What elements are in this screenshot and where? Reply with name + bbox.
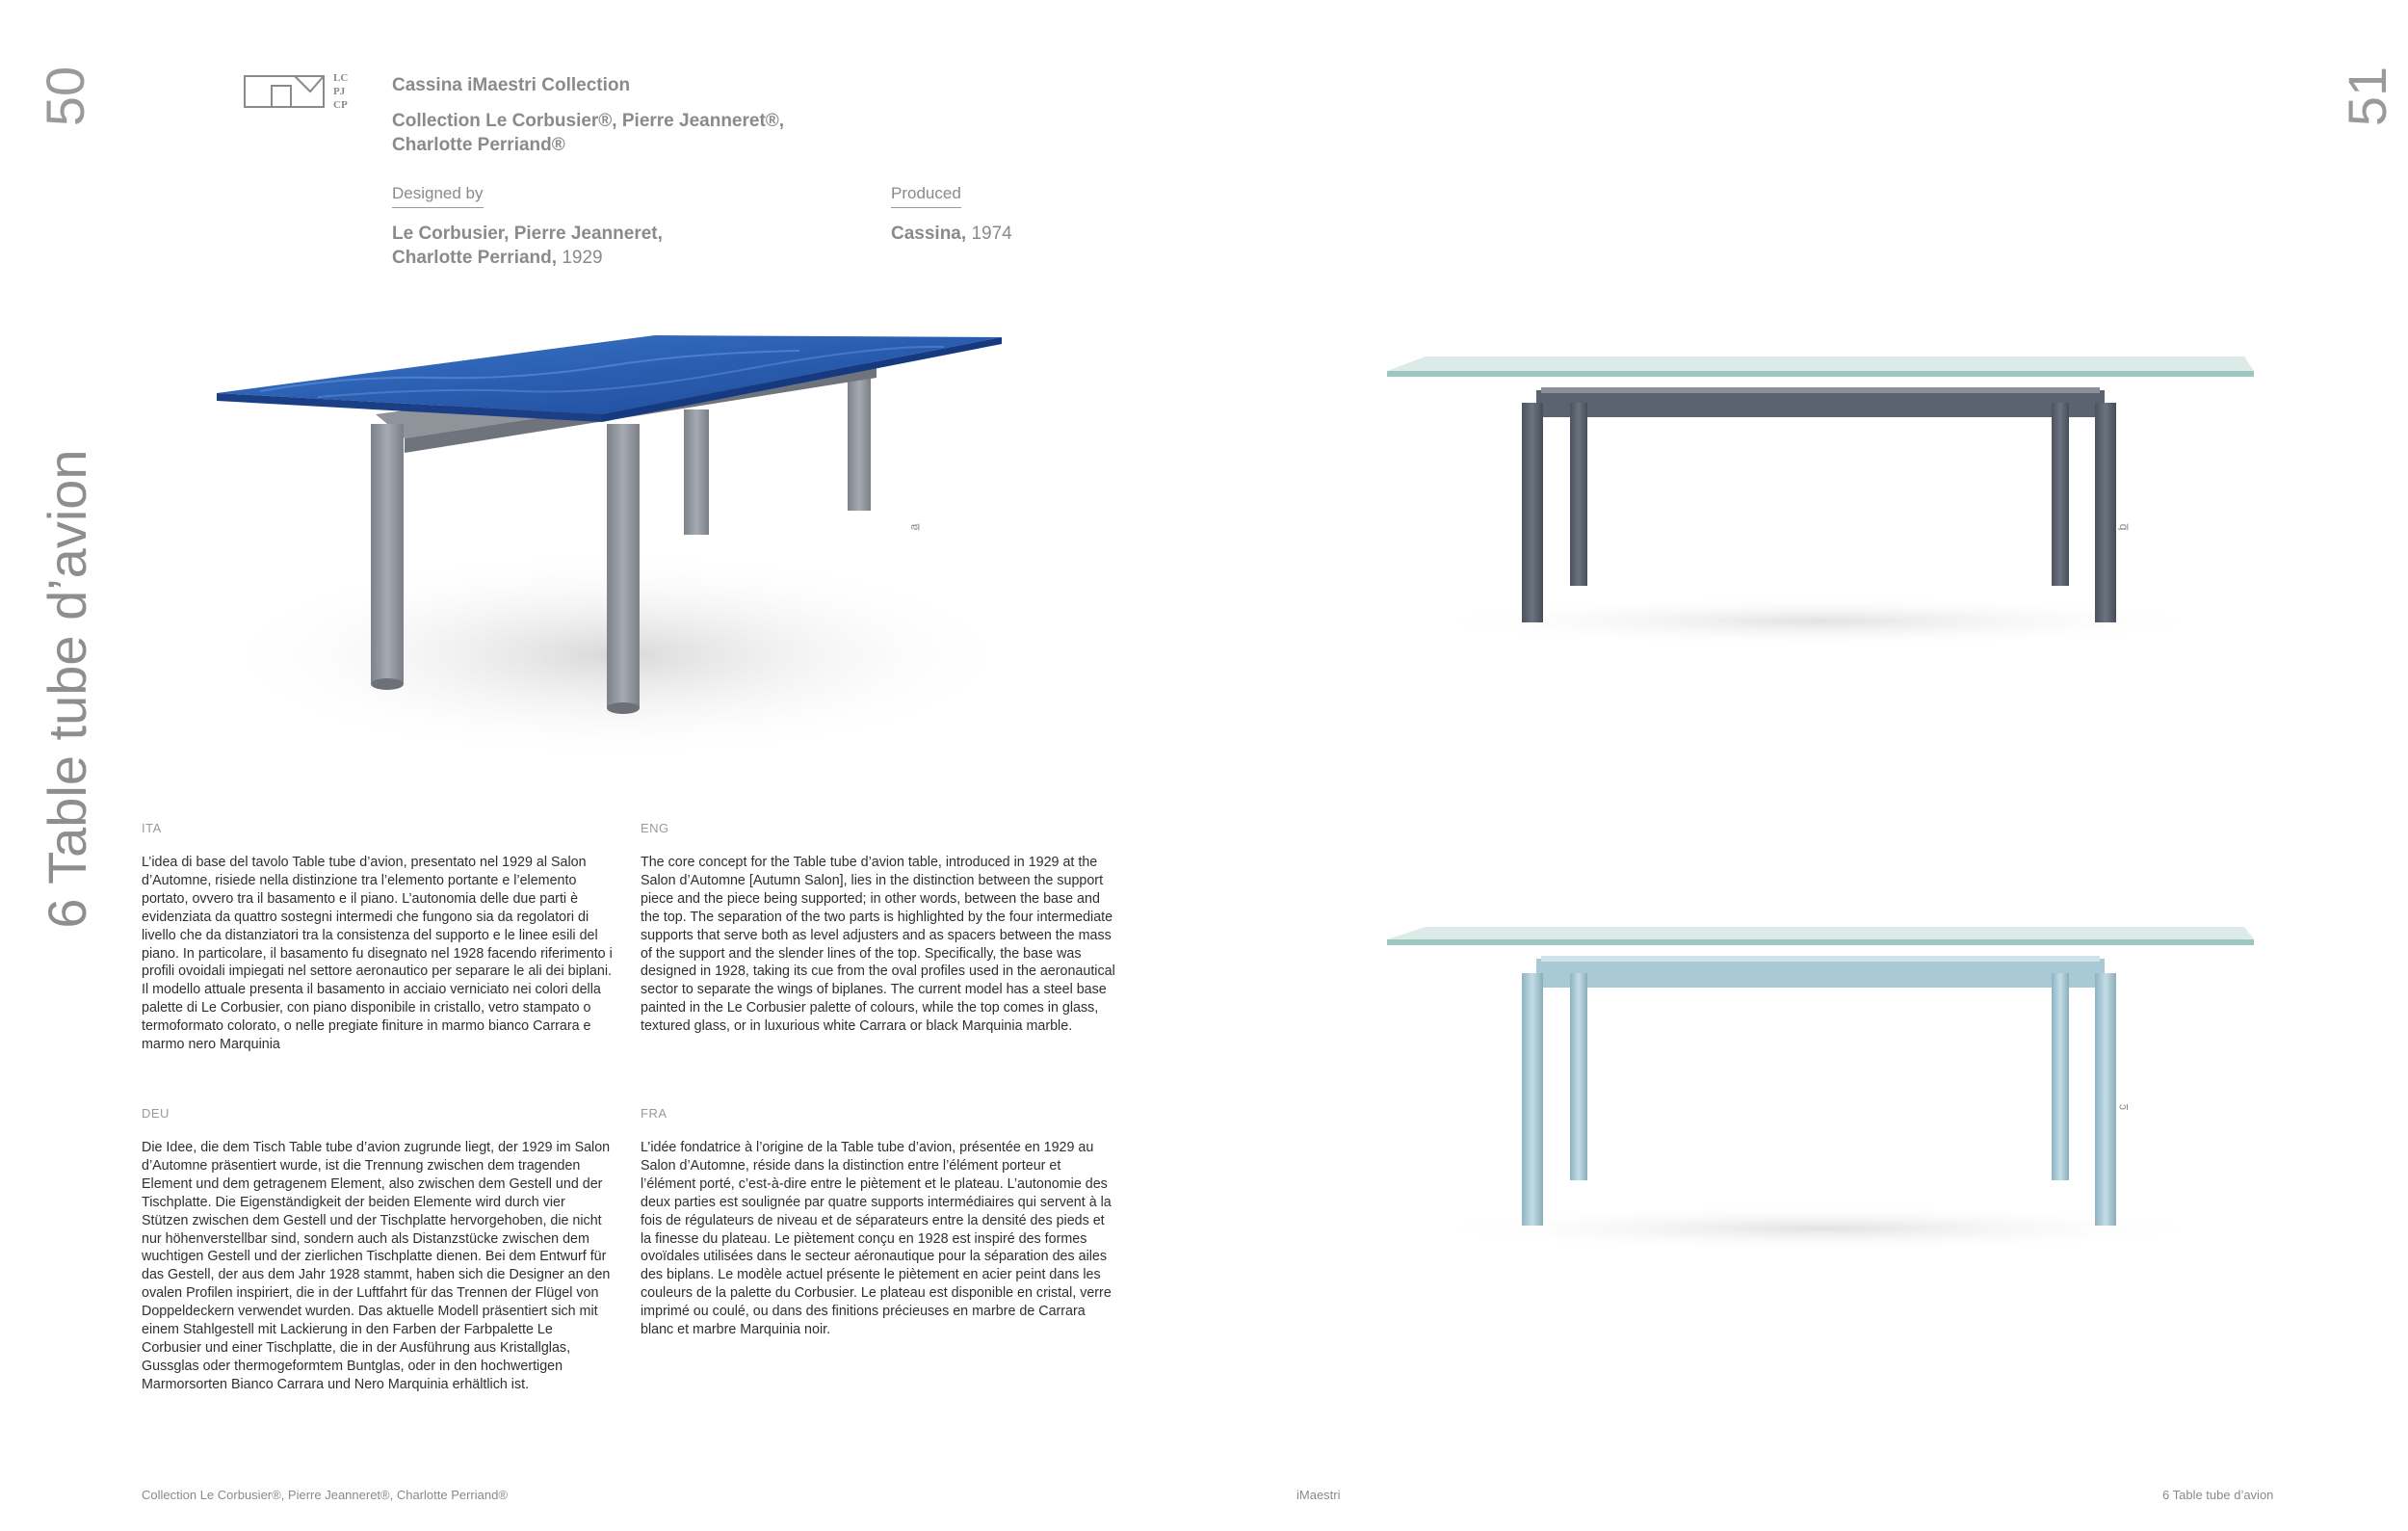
left-page-number: 50 (35, 66, 95, 127)
figure-label-c: c (2115, 1104, 2129, 1110)
table-image-blue (202, 308, 1088, 761)
collection-logo (243, 71, 348, 112)
figure-label-b: b (2115, 523, 2130, 531)
footer-center: iMaestri (1296, 1488, 1341, 1502)
figure-label-a: a (906, 523, 921, 531)
produced-year: 1974 (971, 224, 1012, 244)
producer-name: Cassina, (891, 224, 967, 244)
footer-left: Collection Le Corbusier®, Pierre Jeanneret®, Charlotte Perriand® (142, 1488, 508, 1502)
logo-letter: PJ (333, 86, 346, 97)
lang-label-eng: ENG (641, 821, 669, 835)
produced-value (891, 222, 1141, 246)
text-fra: L’idée fondatrice à l’origine de la Table tube d’avion, présentée en 1929 au Salon d’Automne, réside dans la distinction entre l’élément porteur et l’élément porté, c’est-à-dire entre le piètement et le plateau. L’autonomie des deux parties est soulignée par quatre supports intermédiaires qui servent à la fois de régulateurs de niveau et de séparateurs entre la densité des pieds et la finesse du plateau. Le piètement conçu en 1928 est inspiré des formes ovoïdales utilisées dans le secteur aéronautique pour la séparation des ailes des biplans. Le modèle actuel présente le piètement en acier peint dans les couleurs de la palette du Corbusier. Le plateau est disponible en cristal, verre imprimé ou coulé, ou dans des finitions précieuses en marbre de Carrara blanc et marbre Marquinia noir. (641, 1140, 1112, 1338)
designed-by-label: Designed by (392, 181, 484, 208)
design-year: 1929 (562, 248, 603, 268)
table-image-lightblue (1377, 896, 2264, 1253)
right-page-number: 51 (2337, 66, 2397, 127)
produced-label: Produced (891, 181, 961, 208)
logo-letters (333, 71, 348, 112)
logo-letter: LC (333, 72, 349, 84)
collection-title: Cassina iMaestri Collection (392, 75, 631, 95)
designed-by-block (392, 181, 710, 270)
collection-header (392, 73, 797, 157)
lang-label-ita: ITA (142, 821, 162, 835)
side-title: 6 Table tube d’avion (37, 449, 97, 929)
text-eng: The core concept for the Table tube d’avion table, introduced in 1929 at the Salon d’Automne [Autumn Salon], lies in the distinction between the support piece and the piece being supported; in other words, between the base and the top. The separation of the two parts is highlighted by the four intermediate supports that serve both as level adjusters and as spacers between the mass of the support and the slender lines of the top. Specifically, the base was designed in 1928, taking its cue from the oval profiles used in the aeronautical sector to separate the wings of biplanes. The current model has a steel base painted in the Le Corbusier palette of colours, while the top comes in glass, textured glass, or in luxurious white Carrara or black Marquinia marble. (641, 855, 1115, 1035)
lang-label-fra: FRA (641, 1106, 667, 1121)
lc-logo-icon (243, 72, 326, 111)
designer-names: Le Corbusier, Pierre Jeanneret, Charlotte Perriand, (392, 224, 663, 268)
footer-right: 6 Table tube d’avion (2162, 1488, 2274, 1502)
table-image-dark (1377, 318, 2264, 646)
text-ita: L’idea di base del tavolo Table tube d’avion, presentato nel 1929 al Salon d’Automne, risiede nella distinzione tra l’elemento portante e l’elemento portato, ovvero tra il basamento e il piano. L’autonomia delle due parti è evidenziata da quattro sostegni intermedi che fungono sia da regolatori di livello che da distanziatori tra la consistenza del supporto e le linee esili del piano. In particolare, il basamento fu disegnato nel 1928 facendo riferimento i profili ovoidali impiegati nel settore aeronautico per separare le ali dei biplani. Il modello attuale presenta il basamento in acciaio verniciato nei colori della palette di Le Corbusier, con piano disponibile in cristallo, vetro stampato o termoformato colorato, o nelle pregiate finiture in marmo bianco Carrara e marmo nero Marquinia (142, 855, 613, 1053)
designed-by-value (392, 222, 710, 270)
collection-subtitle: Collection Le Corbusier®, Pierre Jeanneret®, Charlotte Perriand® (392, 111, 785, 155)
produced-block (891, 181, 1141, 246)
lang-label-deu: DEU (142, 1106, 170, 1121)
text-deu: Die Idee, die dem Tisch Table tube d’avion zugrunde liegt, der 1929 im Salon d’Automne präsentiert wurde, ist die Trennung zwischen dem tragenden Element und dem getragenem Element, also zwischen dem Gestell und der Tischplatte. Die Eigenständigkeit der beiden Elemente wird durch vier Stützen zwischen dem Gestell und der Tischplatte hervorgehoben, die nicht nur höhenverstellbar sind, sondern auch als Distanzstücke zwischen dem wuchtigen Gestell und der zierlichen Tischplatte dienen. Bei dem Entwurf für das Gestell, der aus dem Jahr 1928 stammt, haben sich die Designer an den ovalen Profilen inspiriert, die in der Luftfahrt für das Trennen der Flügel von Doppeldeckern verwendet wurden. Das aktuelle Modell präsentiert sich mit einem Stahlgestell mit Lackierung in den Farben der Farbpalette Le Corbusier und einer Tischplatte, die in der Ausführung aus Kristallglas, Gussglas oder thermogeformtem Buntglas, oder in den hochwertigen Marmorsorten Bianco Carrara und Nero Marquinia erhältlich ist. (142, 1140, 611, 1392)
logo-letter: CP (333, 99, 348, 111)
